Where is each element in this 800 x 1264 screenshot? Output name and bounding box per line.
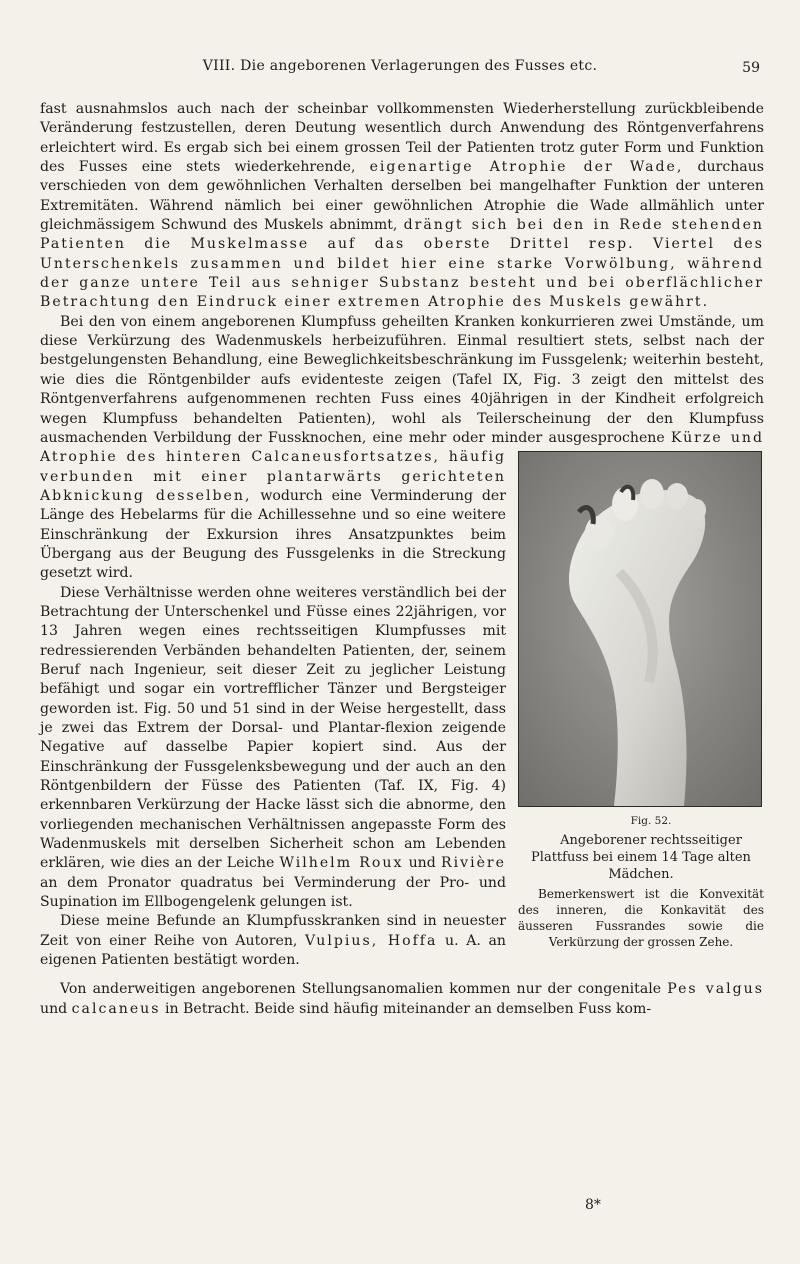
- running-title: VIII. Die angeborenen Verlagerungen des Fusses etc.: [202, 58, 598, 74]
- emphasis-text: Pes valgus: [667, 981, 764, 998]
- text-run: fast ausnahmslos auch nach der scheinbar vollkommensten Wiederherstellung zurückbleibende Veränderung festzustellen, deren Deutung wesentlich durch Anwendung des Röntgenverfahrens erleichtert wird. Es ergab sich bei einem grossen Teil der Patienten trotz guter Form und Funktion des Fusses eine stets wiederkehrende,: [40, 101, 764, 176]
- body-text: [40, 100, 764, 1019]
- text-run: Diese meine Befunde an Klumpfusskranken sind in neuester Zeit von einer Reihe von Autoren,: [40, 913, 506, 949]
- figure-52: [518, 448, 764, 950]
- author-name: Vulpius, Hoffa: [305, 932, 438, 949]
- text-run: Von anderweitigen angeborenen Stellungsanomalien kommen nur der congenitale: [60, 981, 668, 998]
- paragraph-5: [40, 980, 764, 1019]
- author-name: Wilhelm Roux: [279, 855, 404, 872]
- page-number: 59: [742, 60, 760, 76]
- text-run: und: [40, 1000, 72, 1017]
- text-run: u. A. an eigenen Patienten bestätigt worden.: [40, 932, 506, 969]
- signature-mark: 8*: [585, 1197, 601, 1213]
- text-run: Diese Verhältnisse werden ohne weiteres verständlich bei der Betrachtung der Unterschenkel und Füsse eines 22jährigen, vor 13 Jahren wegen eines rechtsseitigen Klumpfusses mit redressierenden Verbänden behandelten Patienten, der, seinem Beruf nach Ingenieur, seit dieser Zeit zu jeglicher Leistung befähigt und sogar ein vortrefflicher Tänzer und Bergsteiger geworden ist. Fig. 50 und 51 sind in der Weise hergestellt, dass je zwei das Extrem der Dorsal- und Plantar-flexion zeigende Negative auf dasselbe Papier kopiert sind. Aus der Einschränkung der Fussgelenksbewegung und der auch an den Röntgenbildern der Füsse des Patienten (Taf. IX, Fig. 4) erkennbaren Verkürzung der Hacke lässt sich die abnorme, den vorliegenden mechanischen Verhältnissen angepasste Form des Wadenmuskels mit derselben Sicherheit schon am Lebenden erklären, wie dies an der Leiche: [40, 584, 506, 872]
- text-run: und: [403, 855, 441, 872]
- figure-caption: [518, 813, 764, 950]
- figure-label: Fig. 52.: [630, 815, 672, 828]
- running-head: [0, 58, 800, 80]
- author-name: Rivière: [440, 855, 506, 872]
- text-run: wodurch eine Verminderung der Länge des Hebelarms für die Achillessehne und so eine weitere Einschränkung der Exkursion ihres Ansatzpunktes beim Übergang aus der Beugung des Fussgelenks in die Streckung gesetzt wird.: [40, 487, 507, 582]
- emphasis-text: calcaneus: [71, 1000, 161, 1017]
- foot-photograph: [518, 451, 762, 807]
- text-run: in Betracht. Beide sind häufig miteinander an demselben Fuss kom-: [160, 1000, 652, 1017]
- figure-note: Bemerkenswert ist die Konvexität des inneren, die Konkavität des äusseren Fussrandes sowie die Verkürzung der grossen Zehe.: [518, 887, 764, 950]
- emphasis-text: drängt sich bei den in Rede stehenden Patienten die Muskelmasse auf das oberste Drittel resp. Viertel des Unterschenkels zusammen und bildet hier eine starke Vorwölbung, während der ganze untere Teil aus sehniger Substanz besteht und bei oberflächlicher Betrachtung den Eindruck einer extremen Atrophie des Muskels gewährt.: [40, 217, 764, 311]
- emphasis-text: eigenartige Atrophie der Wade,: [369, 159, 684, 176]
- figure-title: Angeborener rechtsseitiger Plattfuss bei einem 14 Tage alten Mädchen.: [531, 833, 751, 883]
- foot-photo-illustration: [519, 452, 761, 806]
- paragraph-1: [40, 100, 764, 313]
- text-run: Bei den von einem angeborenen Klumpfuss geheilten Kranken konkurrieren zwei Umstände, um diese Verkürzung des Wadenmuskels herbeizuführen. Einmal resultiert stets, selbst nach der bestgelungensten Behandlung, eine Beweglichkeitsbeschränkung im Fussgelenk; weiterhin besteht, wie dies die Röntgenbilder aufs evidenteste zeigen (Tafel IX, Fig. 3 zeigt den mittelst des Röntgenverfahrens aufgenommenen rechten Fuss eines 40jährigen in der Kindheit erfolgreich wegen Klumpfuss behandelten Patienten), wohl als Teilerscheinung der den Klumpfuss ausmachenden Verbildung der Fussknochen, eine mehr oder minder ausgesprochene: [40, 313, 764, 446]
- emphasis-text: Kürze und Atrophie des hinteren Calcaneusfortsatzes, häufig verbunden mit einer plantarwärts gerichteten Abknickung desselben,: [40, 429, 764, 504]
- text-run: an dem Pronator quadratus bei Verminderung der Pro- und Supination im Ellbogengelenk gelungen ist.: [40, 874, 506, 911]
- text-run: durchaus verschieden von dem gewöhnlichen Verhalten derselben bei mangelhafter Funktion der unteren Extremitäten. Während nämlich bei einer gewöhnlichen Atrophie die Wade allmählich unter gleichmässigem Schwund des Muskels abnimmt,: [40, 159, 765, 234]
